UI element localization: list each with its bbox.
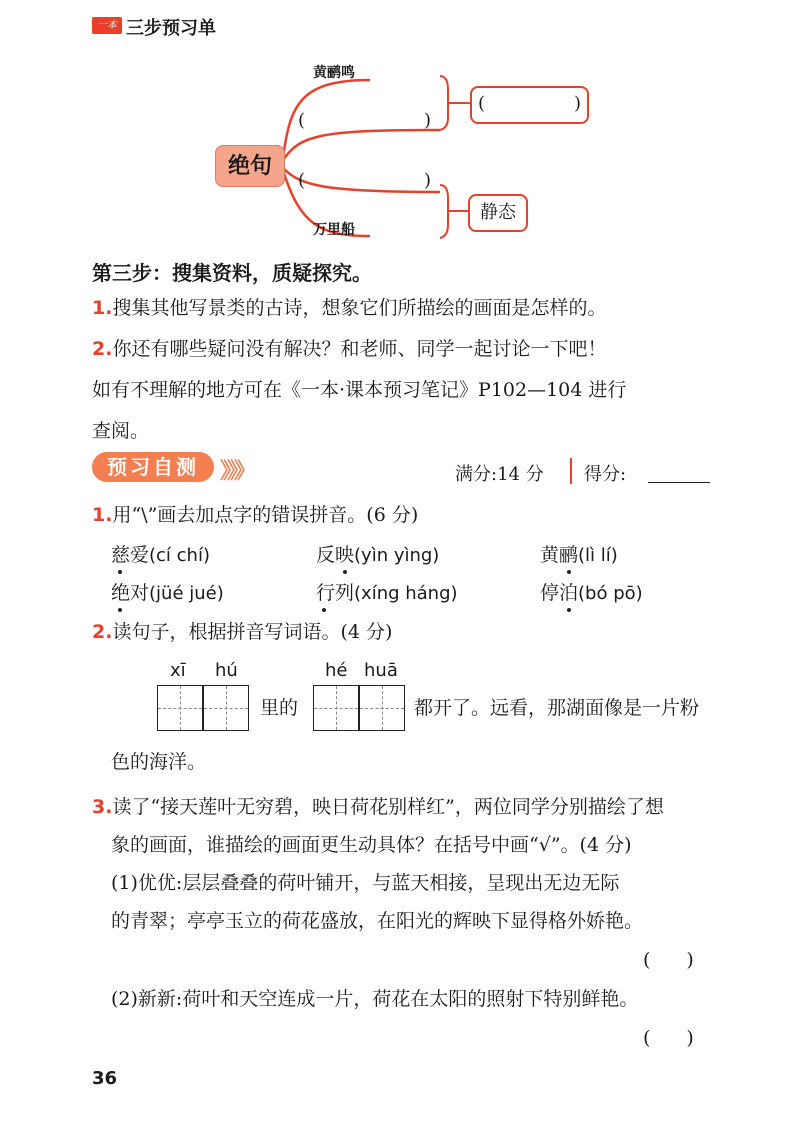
answer-box-open: ( [478, 93, 486, 114]
selftest-badge: 预习自测 [92, 452, 214, 482]
static-box: 静态 [468, 194, 528, 232]
q1-item [111, 583, 224, 604]
question-text: 读句子，根据拼音写词语。(4 分) [112, 621, 393, 643]
emphasis-dot [118, 608, 122, 612]
emphasis-dot [567, 570, 571, 574]
question-text: 读了“接天莲叶无穷碧，映日荷花别样红”，两位同学分别描绘了想 [112, 796, 664, 818]
question-number: 1. [92, 504, 113, 526]
branch-blank-close-2: ) [424, 170, 432, 191]
step3-title: 第三步：搜集资料，质疑探究。 [92, 261, 372, 285]
branch-label-4: 万里船 [313, 222, 355, 238]
branch-blank-open-1: ( [298, 110, 306, 131]
q2-prompt [92, 622, 392, 642]
q3-prompt-line-2: 象的画面，谁描绘的画面更生动具体？在括号中画“√”。(4 分) [111, 834, 632, 856]
pinyin-options: (cí chí) [149, 545, 210, 566]
branch-blank-open-2: ( [298, 170, 306, 191]
question-number: 2. [92, 621, 113, 643]
score-label: 得分: [584, 464, 627, 485]
branch-label-1: 黄鹂鸣 [313, 65, 355, 81]
pinyin-hint: huā [364, 660, 398, 681]
q2-sentence-tail: 都开了。远看，那湖面像是一片粉 [414, 697, 700, 719]
branch-blank-close-1: ) [424, 110, 432, 131]
mindmap-lines [0, 0, 800, 260]
item-text: 搜集其他写景类的古诗，想象它们所描绘的画面是怎样的。 [112, 297, 607, 319]
score-divider [570, 458, 572, 484]
mindmap-center: 绝句 [215, 145, 285, 187]
word: 行列 [316, 582, 355, 604]
emphasis-dot [343, 570, 347, 574]
writing-cell[interactable] [203, 685, 249, 731]
q3-prompt-line-1 [92, 797, 664, 817]
paren-open: ( [643, 1027, 651, 1049]
item-text: 你还有哪些疑问没有解决？和老师、同学一起讨论一下吧！ [112, 338, 607, 360]
pinyin-hint: xī [170, 660, 186, 681]
q1-item [316, 583, 458, 604]
emphasis-dot [118, 570, 122, 574]
item-number: 1. [92, 297, 113, 319]
q1-item [111, 545, 210, 566]
step3-item-1 [92, 298, 606, 318]
pinyin-hint: hú [215, 660, 238, 681]
answer-box[interactable] [470, 86, 589, 124]
full-score: 满分:14 分 [455, 464, 544, 485]
question-number: 3. [92, 796, 113, 818]
pinyin-options: (yìn yìng) [354, 545, 440, 566]
q3-option-2: (2)新新:荷叶和天空连成一片，荷花在太阳的照射下特别鲜艳。 [111, 988, 639, 1010]
answer-paren[interactable] [643, 1028, 694, 1048]
pinyin-options: (xíng háng) [354, 583, 458, 604]
score-input-line[interactable] [648, 482, 710, 483]
step3-note-line-1: 如有不理解的地方可在《一本·课本预习笔记》P102—104 进行 [92, 379, 627, 401]
writing-cell[interactable] [157, 685, 203, 731]
word: 反映 [316, 544, 355, 566]
pinyin-options: (lì lí) [578, 545, 618, 566]
q2-sentence-mid: 里的 [260, 697, 299, 719]
q1-item [316, 545, 439, 566]
q1-item [540, 545, 618, 566]
writing-cell[interactable] [313, 685, 359, 731]
emphasis-dot [322, 608, 326, 612]
page-number: 36 [92, 1068, 118, 1089]
q3-option-1-line-2: 的青翠；亭亭玉立的荷花盛放，在阳光的辉映下显得格外娇艳。 [111, 910, 644, 932]
q2-sentence-line-2: 色的海洋。 [111, 751, 207, 773]
word: 停泊 [540, 582, 579, 604]
word: 慈爱 [111, 544, 150, 566]
paren-open: ( [643, 949, 651, 971]
q1-prompt [92, 505, 418, 525]
step3-item-2 [92, 339, 606, 359]
pinyin-hint: hé [325, 660, 348, 681]
writing-cell[interactable] [359, 685, 405, 731]
paren-close: ) [686, 949, 694, 971]
section-title: 三步预习单 [126, 18, 216, 39]
pinyin-options: (jüé jué) [149, 583, 224, 604]
step3-note-line-2: 查阅。 [92, 420, 150, 442]
word: 绝对 [111, 582, 150, 604]
emphasis-dot [567, 608, 571, 612]
question-text: 用“\”画去加点字的错误拼音。(6 分) [112, 504, 419, 526]
q1-item [540, 583, 643, 604]
paren-close: ) [686, 1027, 694, 1049]
word: 黄鹂 [540, 544, 579, 566]
answer-paren[interactable] [643, 950, 694, 970]
brand-badge: 一本 [92, 17, 122, 34]
pinyin-options: (bó pō) [578, 583, 643, 604]
q3-option-1-line-1: (1)优优:层层叠叠的荷叶铺开，与蓝天相接，呈现出无边无际 [111, 872, 620, 894]
answer-box-close: ) [573, 93, 581, 114]
item-number: 2. [92, 338, 113, 360]
chevron-icon: 》》》 [220, 459, 253, 484]
